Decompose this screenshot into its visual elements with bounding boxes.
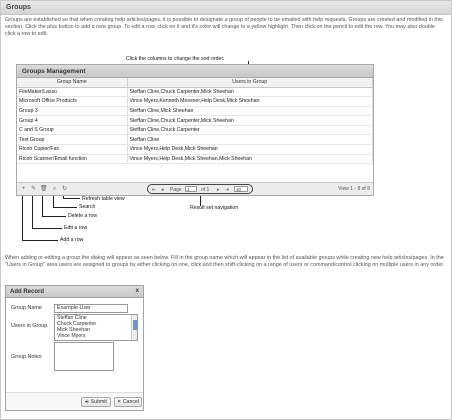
cell-users: Vince Myers,Kenneth Messner,Help Desk,Mick Sheehan (127, 97, 373, 107)
table-row[interactable] (17, 145, 373, 155)
refresh-icon[interactable]: ↻ (61, 186, 68, 192)
scrollbar-thumb[interactable] (133, 320, 137, 330)
callout-search-line-h (53, 207, 77, 208)
view-count: View 1 - 8 of 8 (338, 186, 370, 192)
cell-users: Steffan Cline,Chuck Carpenter (127, 125, 373, 135)
rows-per-page-select[interactable]: 10 (234, 186, 248, 192)
cell-users: Steffan Cline,Chuck Carpenter,Mick Sheehan (127, 116, 373, 126)
list-item[interactable]: Vince Myers (57, 333, 86, 339)
cancel-button[interactable] (114, 397, 142, 407)
dialog-title (6, 286, 143, 298)
groups-table (17, 78, 373, 164)
list-item[interactable]: Chuck Carpenter (57, 321, 97, 327)
callout-delete: Delete a row (68, 213, 98, 219)
callout-search: Search (79, 204, 96, 210)
result-set-navigation (147, 184, 253, 194)
submit-label: Submit (90, 399, 107, 405)
callout-refresh-line-h (63, 198, 80, 199)
callout-add-line (22, 196, 23, 240)
delete-row-icon[interactable]: 🗑 (40, 186, 48, 192)
callout-delete-line (42, 196, 43, 216)
callout-nav: Result set navigation (190, 205, 239, 211)
cell-users: Vince Myers,Help Desk,Mick Sheehan (127, 145, 373, 155)
table-row[interactable] (17, 116, 373, 126)
cell-group-name: C and S Group (17, 125, 127, 135)
cell-group-name: Group 3 (17, 106, 127, 116)
cell-users: Steffan Cline,Chuck Carpenter,Mick Sheehan (127, 87, 373, 97)
first-page-icon[interactable]: ⇤ (152, 187, 157, 193)
grid-pager (17, 182, 373, 195)
cell-group-name: Test Group (17, 135, 127, 145)
dialog-footer (6, 392, 143, 410)
list-item[interactable]: Mick Sheehan (57, 327, 90, 333)
callout-refresh: Refresh table view (82, 196, 125, 202)
last-page-icon[interactable]: ⇥ (225, 187, 230, 193)
group-name-input[interactable]: Example User (54, 304, 128, 313)
group-notes-textarea[interactable] (54, 342, 114, 371)
table-row[interactable] (17, 97, 373, 107)
grid-title: Groups Management (17, 65, 373, 78)
callout-add: Add a row (60, 237, 84, 243)
page-count: of 1 (201, 187, 210, 193)
add-record-dialog (5, 285, 144, 411)
group-notes-label: Group Notes (11, 354, 42, 360)
users-scrollbar[interactable] (131, 315, 137, 340)
callout-add-line-h (22, 240, 58, 241)
search-icon[interactable]: ⌕ (52, 186, 57, 192)
cell-users: Steffan Cline,Mick Sheehan (127, 106, 373, 116)
callout-edit: Edit a row (64, 225, 88, 231)
cell-group-name: Ricoh Copier/Fax (17, 145, 127, 155)
table-row[interactable] (17, 135, 373, 145)
submit-icon: ⎆ (85, 399, 90, 405)
close-icon[interactable]: x (135, 288, 139, 294)
column-header-group-name[interactable]: Group Name (17, 78, 127, 87)
callout-edit-line-h (32, 228, 62, 229)
callout-edit-line (32, 196, 33, 228)
cell-users: Vince Myers,Help Desk,Mick Sheehan,Mick Sheehan (127, 154, 373, 164)
cancel-label: Cancel (122, 399, 139, 405)
cell-group-name: Group 4 (17, 116, 127, 126)
table-row[interactable] (17, 87, 373, 97)
cancel-icon: ✕ (117, 399, 122, 405)
table-row[interactable] (17, 125, 373, 135)
callout-search-line (53, 196, 54, 207)
dialog-instructions: When adding or editing a group the dialog will appear as seen below. Fill in the group name which will appear in the list of available groups while creating new help articles/pages. In the "Users in Group" area users are assigned to groups by either clicking on one, click and then shift-clicking on a range of users or command/control clicking on multiple users in any order. (5, 255, 445, 268)
callout-sort: Click the columns to change the sort order. (126, 56, 225, 62)
submit-button[interactable] (81, 397, 111, 407)
cell-group-name: Ricoh Scanner/Email function (17, 154, 127, 164)
table-row[interactable] (17, 154, 373, 164)
cell-group-name: Microsoft Office Products (17, 97, 127, 107)
intro-text: Groups are established so that when creating help articles/pages, it is possible to designate a group of people to be emailed with help requests. Groups are created and modified in this section. Click the plus button to add a new group. To edit a row, click on it and it's color will change to a yellow highlight. Then click on the pencil to edit the row. You may also double click a row to edit. (5, 17, 443, 37)
dialog-title-text: Add Record (10, 289, 45, 295)
column-header-users-in-group[interactable]: Users in Group (127, 78, 373, 87)
users-in-group-label: Users in Group (11, 323, 48, 329)
group-name-label: Group Name (11, 305, 42, 311)
page-number-input[interactable]: 1 (185, 186, 197, 192)
users-in-group-select[interactable] (54, 314, 138, 341)
section-header: Groups (1, 1, 451, 15)
cell-group-name: FileMaker/Lasso (17, 87, 127, 97)
groups-grid (16, 64, 374, 196)
add-row-icon[interactable]: + (21, 186, 26, 192)
table-row[interactable] (17, 106, 373, 116)
cell-users: Steffan Cline (127, 135, 373, 145)
prev-page-icon[interactable]: ◂ (161, 187, 164, 193)
next-page-icon[interactable]: ▸ (217, 187, 220, 193)
callout-delete-line-h (42, 216, 66, 217)
list-item[interactable]: Steffan Cline (57, 315, 87, 321)
edit-row-icon[interactable]: ✎ (30, 186, 37, 192)
page-label: Page (170, 187, 182, 193)
